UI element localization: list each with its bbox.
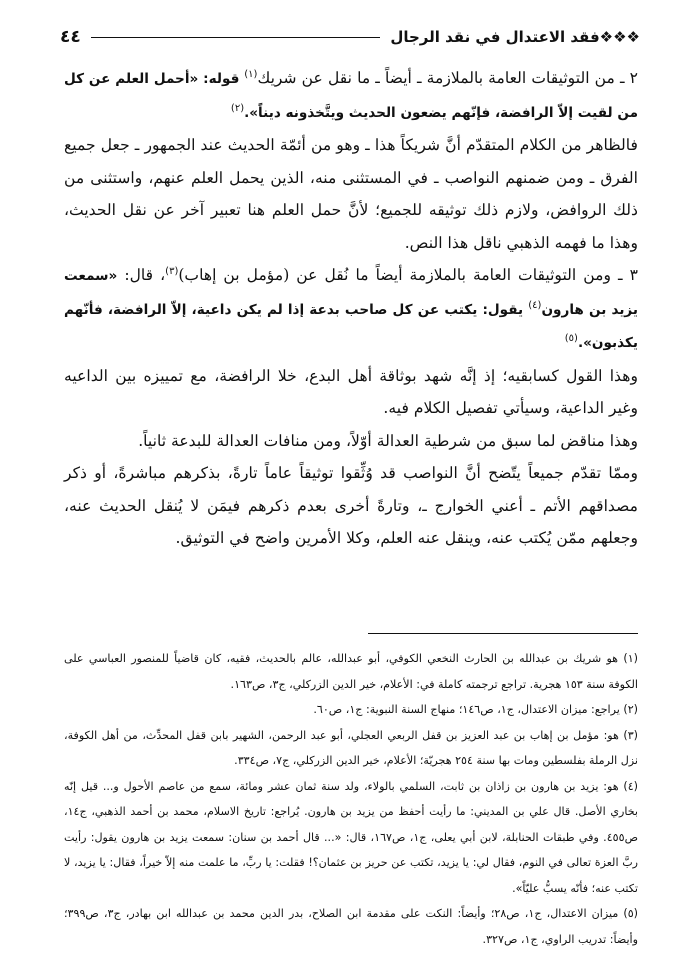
quote-text: يقول: يكتب عن كل صاحب بدعة إذا لم يكن داعية، إلاّ الرافضة، فأنّهم يكذبون». [64, 301, 638, 351]
footnote-5: (٥) ميزان الاعتدال، ج١، ص٢٨؛ وأيضاً: النكت على مقدمة ابن الصلاح، بدر الدين محمد بن عبدالله ابن بهادر، ج٣، ص٣٩٩؛ وأيضاً: تدريب الراوي، ج١، ص٣٢٧. [64, 907, 638, 946]
paragraph-interpretation: فالظاهر من الكلام المتقدّم أنَّ شريكاً هذا ـ وهو من أئمّة الحديث عند الجمهور ـ جعل جميع الفرق ـ ومن ضمنهم النواصب ـ في المستثنى منه، الذين يحمل العلم عنهم، واستثنى من ذلك الروافض، ولازم ذلك توثيقه للجميع؛ لأنَّ حمل العلم هنا تعبير آخر عن نقل الحديث، وهذا ما فهمه الذهبي ناقل هذا النص. [64, 136, 638, 252]
running-header [60, 26, 640, 48]
quote-text: «سمعت يزيد بن هارون [64, 268, 638, 318]
para-text: ٣ ـ ومن التوثيقات العامة بالملازمة أيضاً ما نُقل عن (مؤمل بن إهاب) [178, 266, 638, 284]
footnote-ref[interactable]: (٥) [564, 332, 578, 344]
footnote-ref[interactable]: (٢) [230, 102, 245, 114]
footnote-separator [368, 633, 638, 634]
quote-text: قوله: «أحمل العلم عن كل من لقيت إلاّ الرافضة، فإنّهم يضعون الحديث ويتَّخذونه ديناً». [64, 71, 638, 121]
paragraph-comparison: وهذا القول كسابقيه؛ إذ إنَّه شهد بوثاقة أهل البدع، خلا الرافضة، مع تمييزه بين الداعيه وغير الداعية، وسيأتي تفصيل الكلام فيه. [64, 366, 638, 417]
paragraph-3-muammal [64, 259, 638, 360]
footnote-ref[interactable]: (٤) [528, 299, 542, 311]
header-title [390, 28, 640, 46]
footnote-2: (٢) يراجع: ميزان الاعتدال، ج١، ص١٤٦؛ منهاج السنة النبوية: ج١، ص٦٠. [313, 703, 638, 716]
para-text: ، قال: [117, 266, 166, 284]
footnote-4: (٤) هو: يزيد بن هارون بن زاذان بن ثابت، السلمي بالولاء، ولد سنة ثمان عشر ومائة، سمع من عاصم الأحول و... قيل إنّه بخاري الأصل. قال علي بن المديني: ما رأيت أحفظ من يزيد بن هارون. يُراجع: تاريخ الاسلام، محمد بن أحمد الذهبي، ج١٤، ص٤٥٥. وفي طبقات الحنابلة، لابن أبي يعلى، ج١، ص١٦٧، قال: «... قال أحمد بن سنان: سمعت يزيد بن هارون يقول: رأيت ربَّ العزة تعالى في النوم، فقال لي: يا يزيد، تكتب عن حريز بن عثمان؟! فقلت: يا ربِّ، ما علمت منه إلاّ خيراً، فقال: يا يزيد، لا تكتب عنه؛ فأنّه يسبُّ عليّاً». [64, 779, 638, 895]
main-text [64, 62, 638, 555]
header-rule [91, 37, 381, 38]
page-number: ٤٤ [60, 27, 81, 47]
paragraph-conclusion: وممّا تقدّم جميعاً يتّضح أنَّ النواصب قد وُثِّقوا توثيقاً عاماً تارةً، بذكرهم مباشرةً، أو ذكر مصداقهم الأتم ـ أعني الخوارج ـ، وتارةً أخرى بعدم ذكرهم فيمَن لا يُنقل الحديث عنه، وجعلهم ممّن يُكتب عنه، وينقل عنه العلم، وكلا الأمرين واضح في التوثيق. [64, 464, 638, 547]
header-title-text: فقد الاعتدال في نقد الرجال [390, 28, 600, 46]
footnote-1: (١) هو شريك بن عبدالله بن الحارث النخعي الكوفي، أبو عبدالله، عالم بالحديث، فقيه، كان قاضياً للمنصور العباسي على الكوفة سنة ١٥٣ هجرية. تراجع ترجمته كاملة في: الأعلام، خير الدين الزركلي، ج٣، ص١٦٣. [64, 652, 638, 691]
paragraph-contradiction: وهذا مناقض لما سبق من شرطية العدالة أوّلاً، ومن منافات العدالة للبدعة ثانياً. [138, 431, 638, 450]
para-text: ٢ ـ من التوثيقات العامة بالملازمة ـ أيضاً ـ ما نقل عن شريك [257, 69, 638, 87]
header-ornament: ❖❖❖ [599, 28, 640, 46]
footnotes [64, 646, 638, 952]
paragraph-2-sharik [64, 62, 638, 129]
footnote-ref[interactable]: (١) [244, 68, 258, 80]
footnote-3: (٣) هو: مؤمل بن إهاب بن عبد العزيز بن قفل الربعي العجلي، أبو عبد الرحمن، الشهير بابن قفل المحدِّث، من أهل الكوفة، نزل الرملة بفلسطين ومات بها سنة ٢٥٤ هجريّة؛ الأعلام، خير الدين الزركلي، ج٧، ص٣٣٤. [64, 728, 638, 767]
footnote-ref[interactable]: (٣) [165, 265, 179, 277]
